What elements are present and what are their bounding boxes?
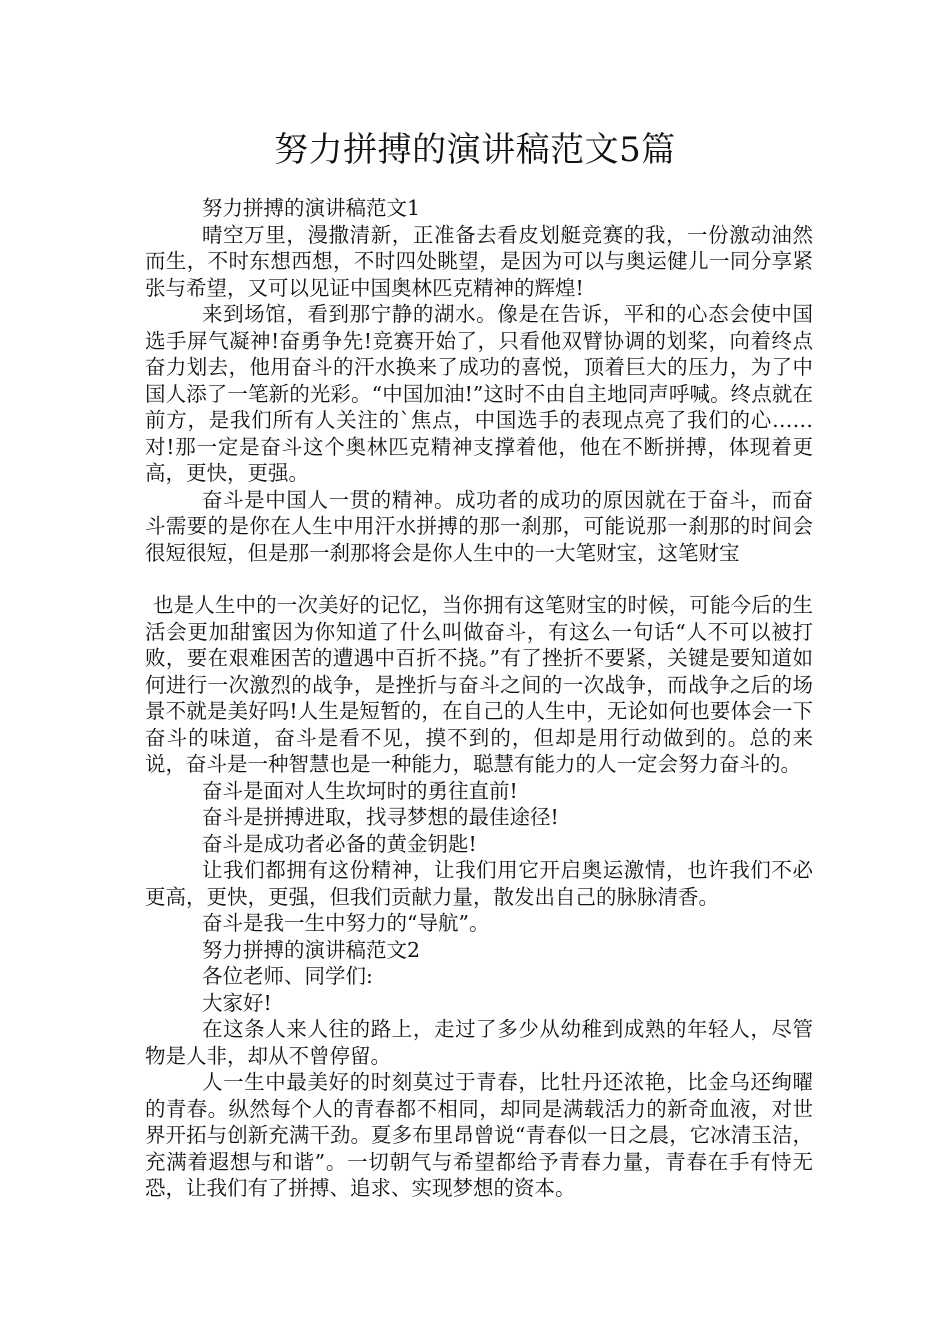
section-heading-2: 努力拼搏的演讲稿范文2 [202, 937, 421, 962]
paragraph: 人一生中最美好的时刻莫过于青春，比牡丹还浓艳，比金乌还绚曜的青春。纵然每个人的青春都不相同，却同是满载活力的新奇血液，对世界开拓与创新充满干劲。夏多布里昂曾说“青春似一日之晨，它冰清玉洁，充满着遐想与和谐”。一切朝气与希望都给予青春力量，青春在手有恃无恐，让我们有了拼搏、追求、实现梦想的资本。 [145, 1070, 813, 1200]
salutation: 各位老师、同学们: [202, 964, 373, 988]
paragraph: 奋斗是面对人生坎坷时的勇往直前! [202, 778, 518, 803]
paragraph: 奋斗是成功者必备的黄金钥匙! [202, 831, 477, 856]
paragraph: 也是人生中的一次美好的记忆，当你拥有这笔财宝的时候，可能今后的生活会更加甜蜜因为你知道了什么叫做奋斗，有这么一句话“人不可以被打败，要在艰难困苦的遭遇中百折不挠。”有了挫折不要紧，关键是要知道如何进行一次激烈的战争，是挫折与奋斗之间的一次战争，而战争之后的场景不就是美好吗!人生是短暂的，在自己的人生中，无论如何也要体会一下奋斗的味道，奋斗是看不见，摸不到的，但却是用行动做到的。总的来说，奋斗是一种智慧也是一种能力，聪慧有能力的人一定会努力奋斗的。 [145, 593, 813, 776]
paragraph: 晴空万里，漫撒清新，正准备去看皮划艇竞赛的我，一份激动油然而生，不时东想西想，不时四处眺望，是因为可以与奥运健儿一同分享紧张与希望，又可以见证中国奥林匹克精神的辉煌! [145, 222, 813, 300]
paragraph: 在这条人来人往的路上，走过了多少从幼稚到成熟的年轻人，尽管物是人非，却从不曾停留。 [145, 1017, 813, 1068]
paragraph: 来到场馆，看到那宁静的湖水。像是在告诉，平和的心态会使中国选手屏气凝神!奋勇争先!竞赛开始了，只看他双臂协调的划桨，向着终点奋力划去，他用奋斗的汗水换来了成功的喜悦，顶着巨大的压力，为了中国人添了一笔新的光彩。“中国加油!”这时不由自主地同声呼喊。终点就在前方，是我们所有人关注的`焦点，中国选手的表现点亮了我们的心……对!那一定是奋斗这个奥林匹克精神支撑着他，他在不断拼搏，体现着更高，更快，更强。 [145, 302, 813, 485]
paragraph: 让我们都拥有这份精神，让我们用它开启奥运激情，也许我们不必更高，更快，更强，但我们贡献力量，散发出自己的脉脉清香。 [145, 858, 813, 909]
paragraph: 奋斗是我一生中努力的“导航”。 [202, 911, 490, 935]
document-title: 努力拼搏的演讲稿范文5篇 [274, 130, 676, 170]
paragraph: 奋斗是拼搏进取，找寻梦想的最佳途径! [202, 805, 559, 829]
greeting: 大家好! [202, 990, 272, 1015]
section-heading-1: 努力拼搏的演讲稿范文1 [202, 196, 421, 220]
page-break-gap [145, 566, 813, 592]
paragraph: 奋斗是中国人一贯的精神。成功者的成功的原因就在于奋斗，而奋斗需要的是你在人生中用汗水拼搏的那一刹那，可能说那一刹那的时间会很短很短，但是那一刹那将会是你人生中的一大笔财宝，这笔财宝 [145, 487, 813, 565]
document-body [145, 195, 813, 1202]
